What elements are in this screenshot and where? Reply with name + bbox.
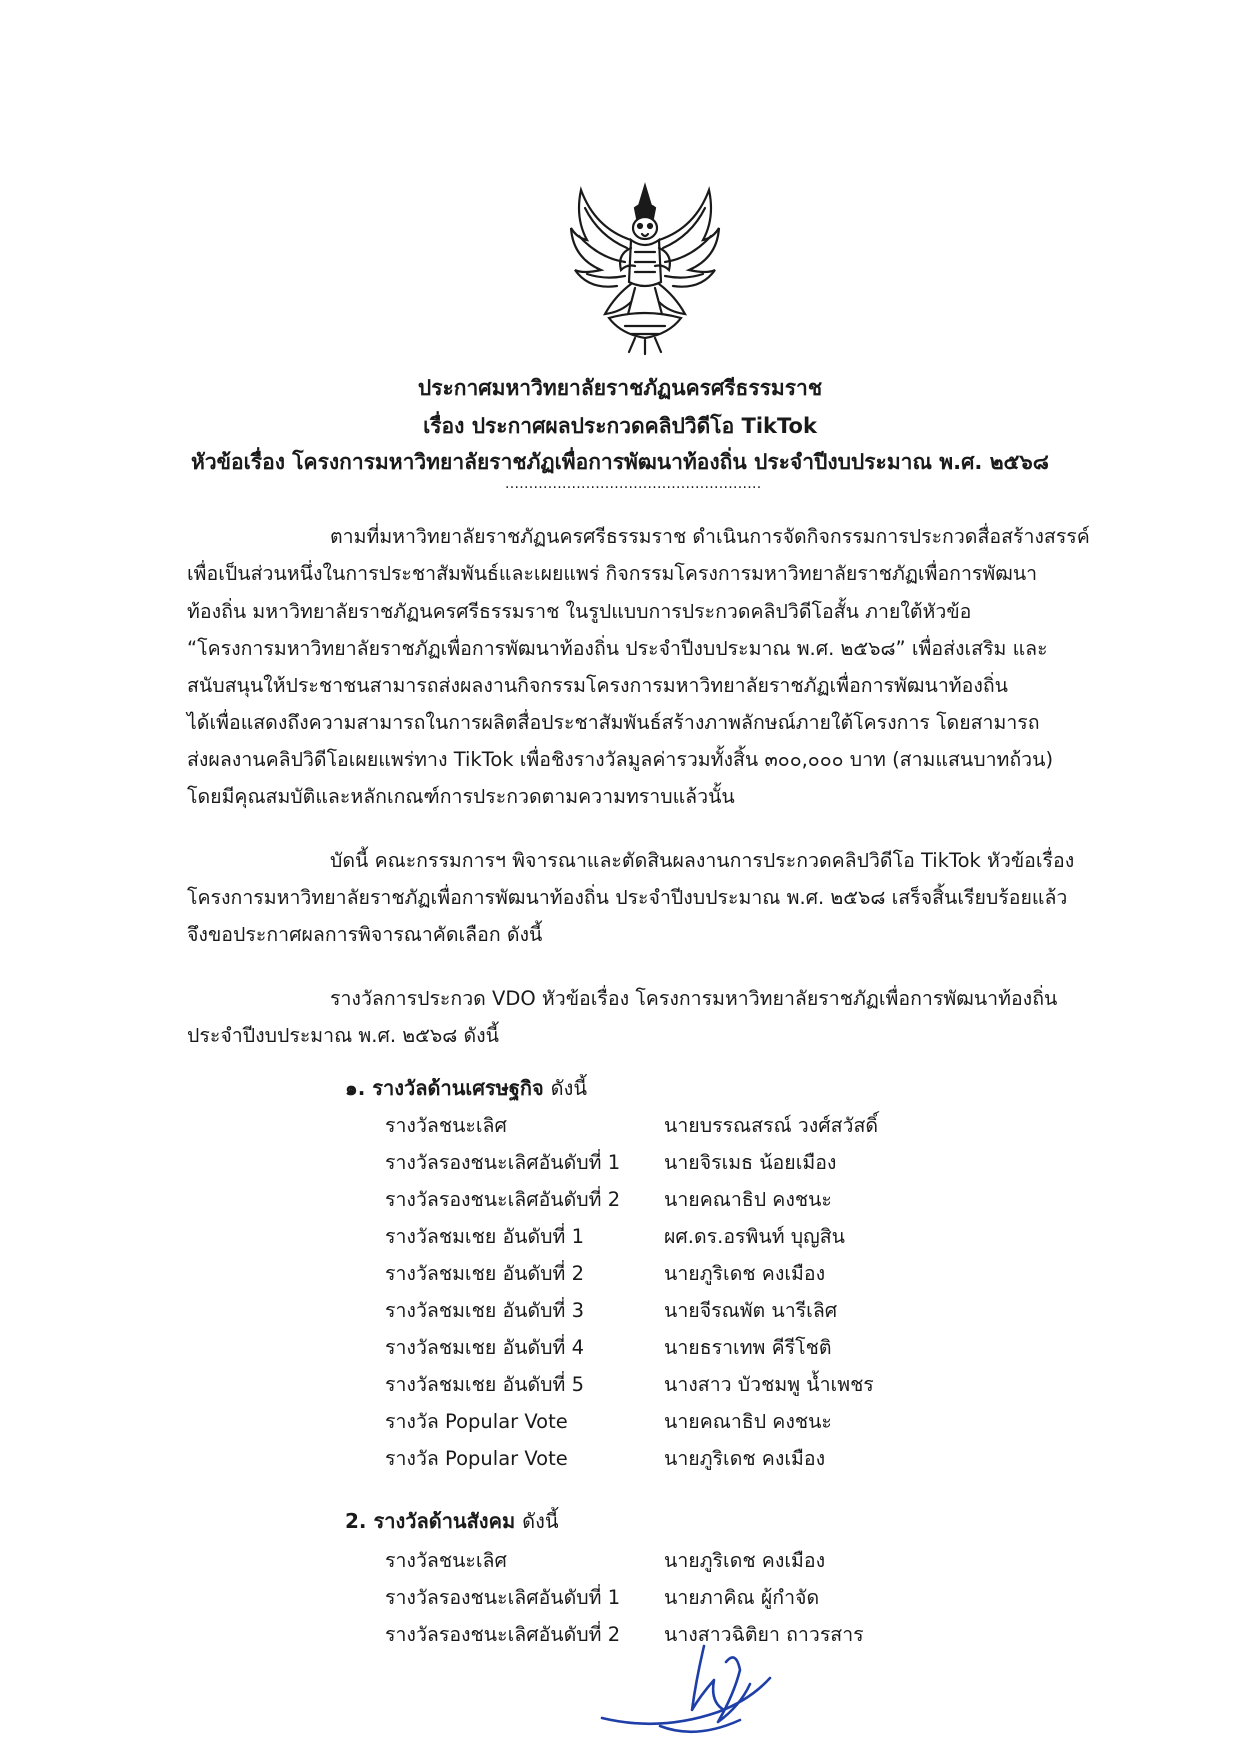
para1-line: ได้เพื่อแสดงถึงความสามารถในการผลิตสื่อประชาสัมพันธ์สร้างภาพลักษณ์ภายใต้โครงการ โดยสามารถ	[187, 711, 1040, 734]
winner-name: นางสาวฉิติยา ถาวรสาร	[664, 1623, 864, 1646]
winner-name: นางสาว บัวชมพู น้ำเพชร	[664, 1373, 874, 1396]
winner-name: นายจิรเมธ น้อยเมือง	[664, 1151, 837, 1174]
para1-line: ท้องถิ่น มหาวิทยาลัยราชภัฏนครศรีธรรมราช ในรูปแบบการประกวดคลิปวิดีโอสั้น ภายใต้หัวข้อ	[187, 600, 972, 623]
winner-name: นายภูริเดช คงเมือง	[664, 1549, 826, 1572]
winner-name: นายบรรณสรณ์ วงศ์สวัสดิ์	[664, 1114, 879, 1137]
award-label: รางวัลชมเชย อันดับที่ 4	[385, 1336, 584, 1359]
award-label: รางวัลรองชนะเลิศอันดับที่ 2	[385, 1188, 621, 1211]
winner-name: นายธราเทพ คีรีโชติ	[664, 1336, 832, 1359]
award-label: รางวัล Popular Vote	[385, 1410, 568, 1433]
award-label: รางวัลรองชนะเลิศอันดับที่ 2	[385, 1623, 621, 1646]
award-label: รางวัลชนะเลิศ	[385, 1549, 507, 1572]
subject-line: เรื่อง ประกาศผลประกวดคลิปวิดีโอ TikTok	[423, 414, 817, 438]
topic-line: หัวข้อเรื่อง โครงการมหาวิทยาลัยราชภัฏเพื่อการพัฒนาท้องถิ่น ประจำปีงบประมาณ พ.ศ. ๒๕๖๘	[191, 450, 1049, 474]
para1-line: ส่งผลงานคลิปวิดีโอเผยแพร่ทาง TikTok เพื่อชิงรางวัลมูลค่ารวมทั้งสิ้น ๓๐๐,๐๐๐ บาท (สามแสนบาทถ้วน)	[187, 748, 1054, 771]
signature-icon	[600, 1640, 820, 1750]
para1-line: เพื่อเป็นส่วนหนึ่งในการประชาสัมพันธ์และเผยแพร่ กิจกรรมโครงการมหาวิทยาลัยราชภัฏเพื่อการพัฒนา	[187, 562, 1038, 585]
para2-line: โครงการมหาวิทยาลัยราชภัฏเพื่อการพัฒนาท้องถิ่น ประจำปีงบประมาณ พ.ศ. ๒๕๖๘ เสร็จสิ้นเรียบร้อยแล้ว	[187, 886, 1068, 909]
section-heading-economy	[345, 1072, 587, 1104]
award-label: รางวัลชนะเลิศ	[385, 1114, 507, 1137]
award-label: รางวัลชมเชย อันดับที่ 2	[385, 1262, 584, 1285]
award-label: รางวัลชมเชย อันดับที่ 1	[385, 1225, 584, 1248]
para1-line: โดยมีคุณสมบัติและหลักเกณฑ์การประกวดตามความทราบแล้วนั้น	[187, 785, 735, 808]
award-label: รางวัลรองชนะเลิศอันดับที่ 1	[385, 1151, 621, 1174]
para2-line: จึงขอประกาศผลการพิจารณาคัดเลือก ดังนี้	[187, 923, 543, 946]
award-label: รางวัลชมเชย อันดับที่ 5	[385, 1373, 584, 1396]
separator-dots: ......................................................	[505, 476, 762, 492]
para3-line: รางวัลการประกวด VDO หัวข้อเรื่อง โครงการมหาวิทยาลัยราชภัฏเพื่อการพัฒนาท้องถิ่น	[330, 987, 1058, 1010]
winner-name: นายคณาธิป คงชนะ	[664, 1410, 832, 1433]
award-label: รางวัลชมเชย อันดับที่ 3	[385, 1299, 584, 1322]
section-title: รางวัลด้านเศรษฐกิจ	[372, 1076, 544, 1100]
winner-name: นายจีรณพัต นารีเลิศ	[664, 1299, 838, 1322]
para3-line: ประจำปีงบประมาณ พ.ศ. ๒๕๖๘ ดังนี้	[187, 1024, 499, 1047]
para1-line: “โครงการมหาวิทยาลัยราชภัฏเพื่อการพัฒนาท้องถิ่น ประจำปีงบประมาณ พ.ศ. ๒๕๖๘” เพื่อส่งเสริม และ	[187, 637, 1048, 660]
winner-name: ผศ.ดร.อรพินท์ บุญสิน	[664, 1225, 845, 1248]
para1-line: สนับสนุนให้ประชาชนสามารถส่งผลงานกิจกรรมโครงการมหาวิทยาลัยราชภัฏเพื่อการพัฒนาท้องถิ่น	[187, 674, 1008, 697]
winner-name: นายคณาธิป คงชนะ	[664, 1188, 832, 1211]
section-suffix: ดังนี้	[550, 1076, 588, 1100]
page-title: ประกาศมหาวิทยาลัยราชภัฏนครศรีธรรมราช	[417, 376, 823, 400]
section-heading-society	[345, 1505, 559, 1537]
winner-name: นายภูริเดช คงเมือง	[664, 1262, 826, 1285]
section-number: 2.	[345, 1509, 367, 1533]
garuda-emblem-icon	[565, 178, 725, 356]
section-suffix: ดังนี้	[522, 1509, 559, 1533]
winner-name: นายภาคิณ ผู้กำจัด	[664, 1586, 820, 1609]
winner-name: นายภูริเดช คงเมือง	[664, 1447, 826, 1470]
para2-line: บัดนี้ คณะกรรมการฯ พิจารณาและตัดสินผลงานการประกวดคลิปวิดีโอ TikTok หัวข้อเรื่อง	[330, 849, 1075, 872]
award-label: รางวัลรองชนะเลิศอันดับที่ 1	[385, 1586, 621, 1609]
para1-line: ตามที่มหาวิทยาลัยราชภัฏนครศรีธรรมราช ดำเนินการจัดกิจกรรมการประกวดสื่อสร้างสรรค์	[330, 525, 1090, 548]
section-title: รางวัลด้านสังคม	[373, 1509, 516, 1533]
section-number: ๑.	[345, 1076, 366, 1100]
award-label: รางวัล Popular Vote	[385, 1447, 568, 1470]
